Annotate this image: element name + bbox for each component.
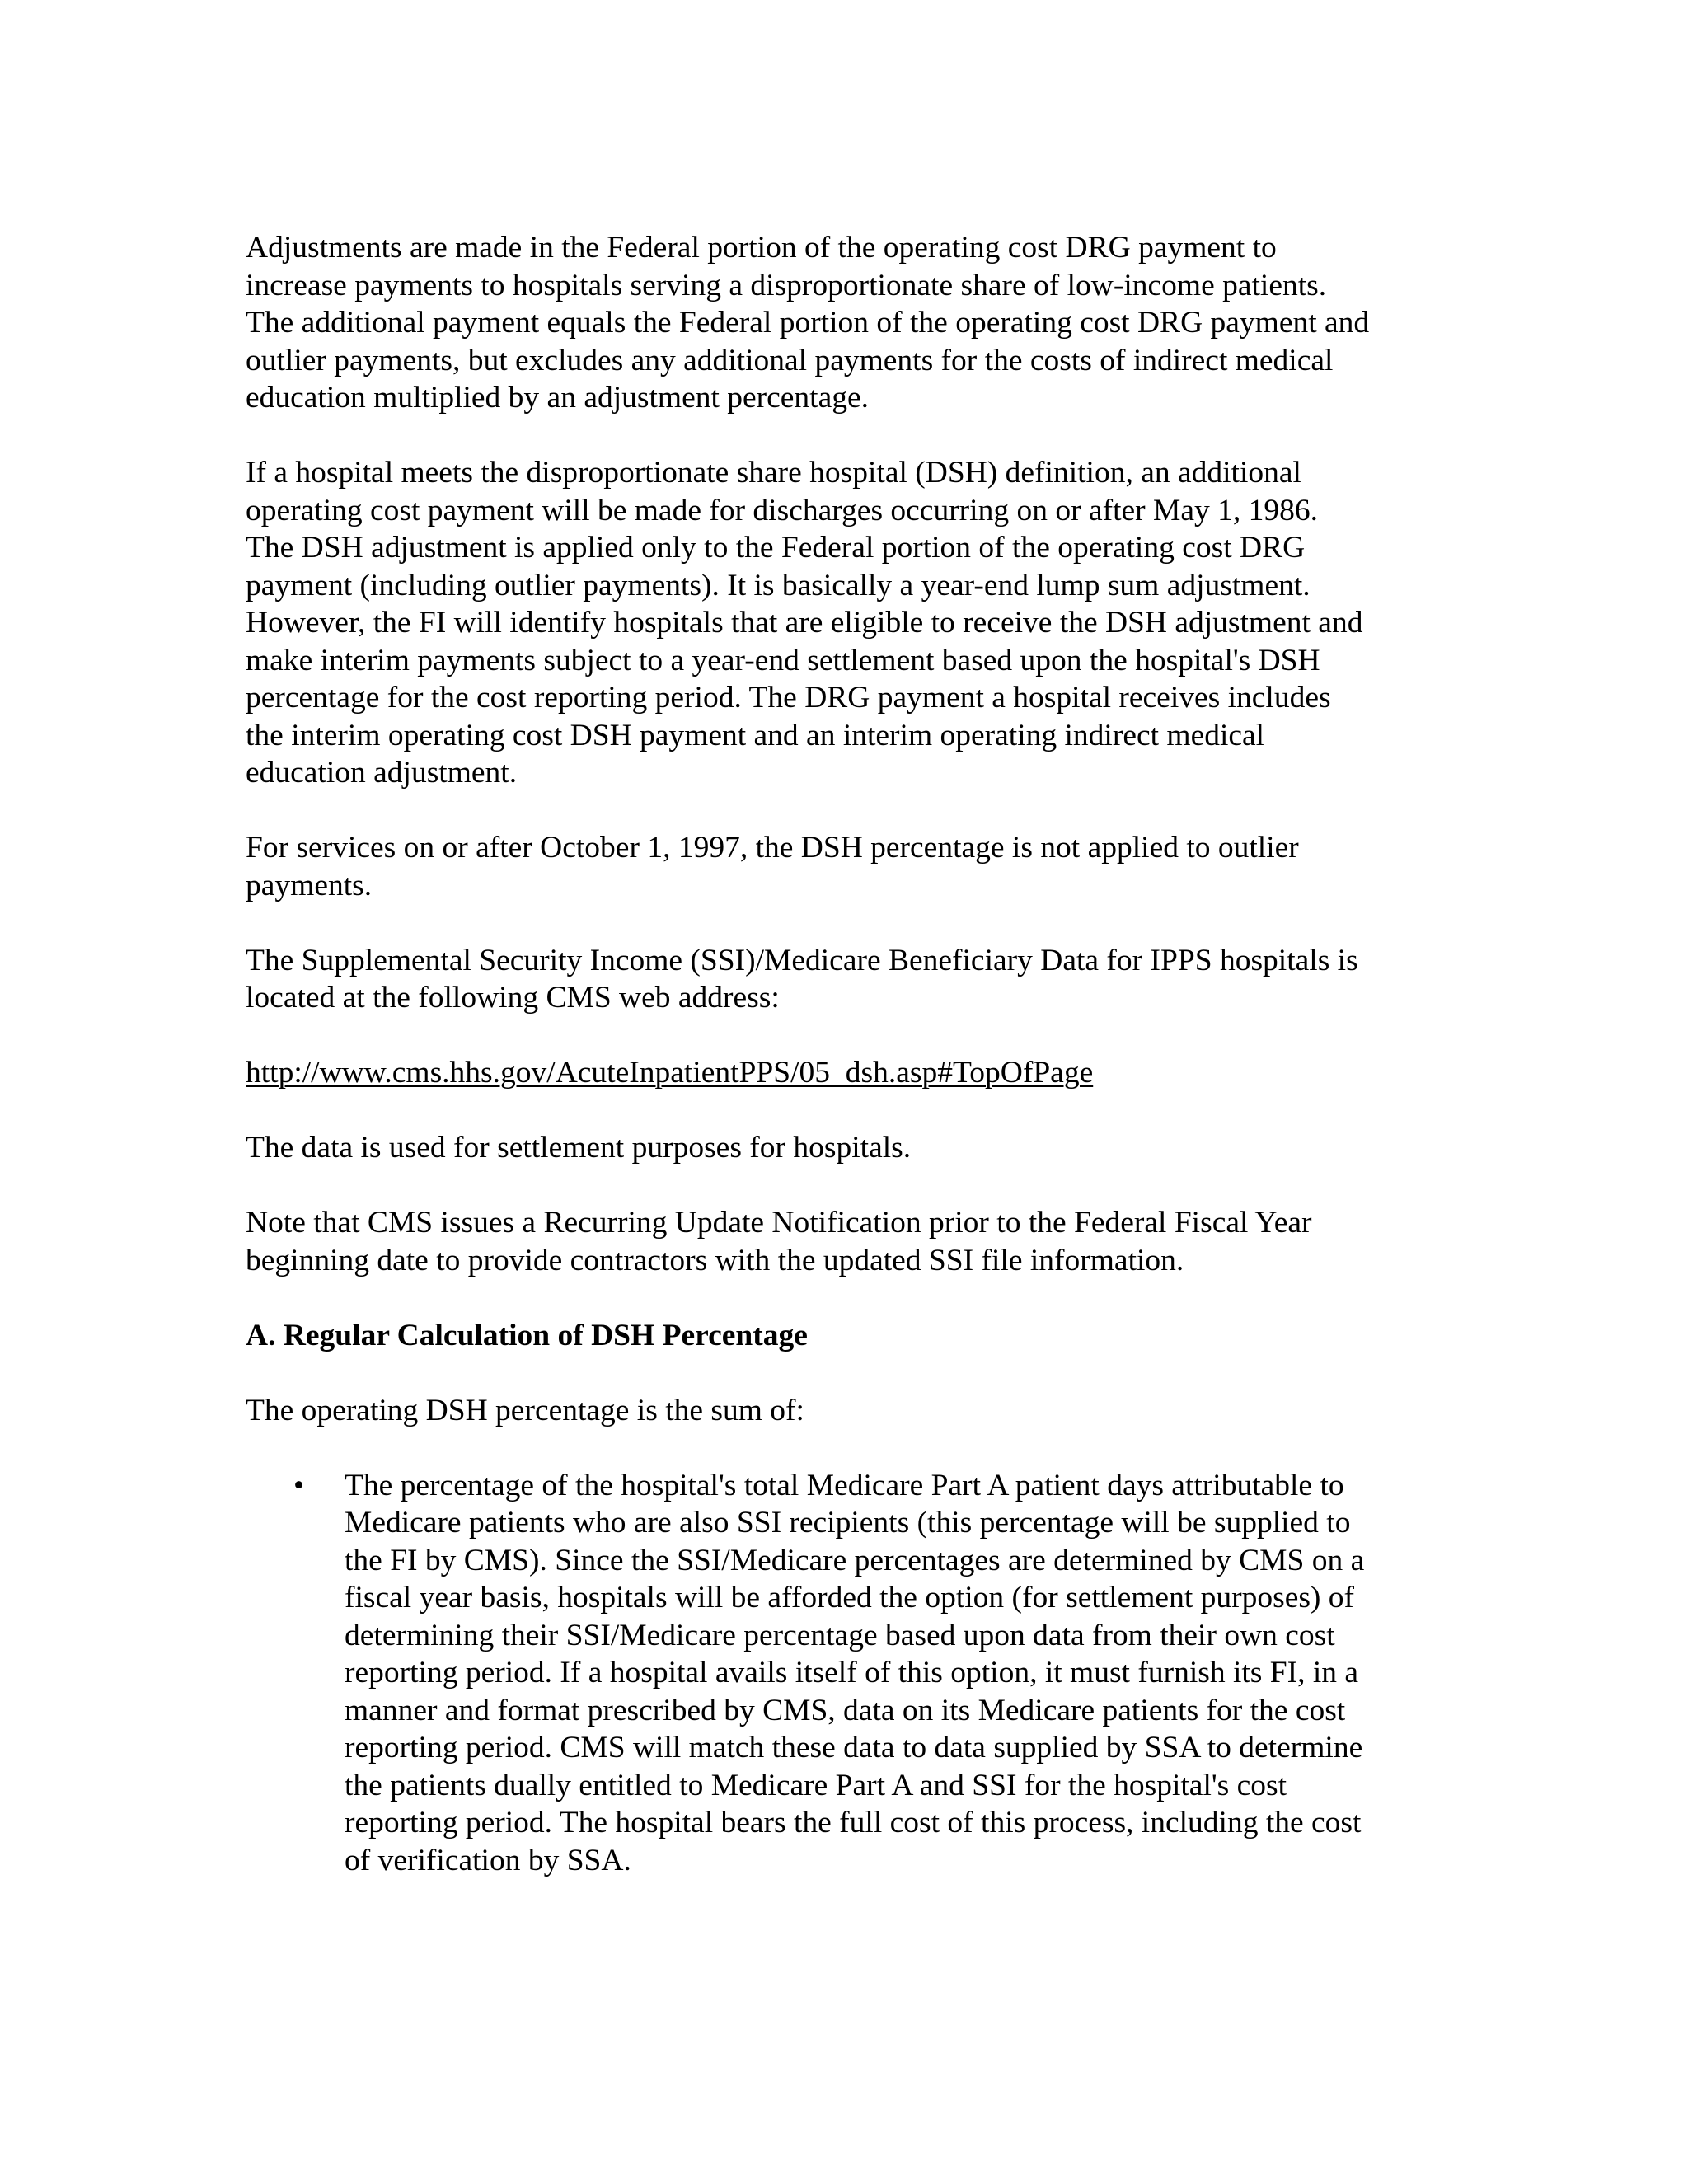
text-line: education adjustment. [246,756,518,790]
list-item [246,1467,1449,1880]
text-line: located at the following CMS web address: [246,981,780,1015]
text-line: payment (including outlier payments). It is basically a year-end lump sum adjustment. [246,568,1311,602]
text-line: The Supplemental Security Income (SSI)/Medicare Beneficiary Data for IPPS hospitals is [246,943,1358,977]
text-line: outlier payments, but excludes any additional payments for the costs of indirect medical [246,343,1334,377]
text-line: The percentage of the hospital's total Medicare Part A patient days attributable to [345,1468,1344,1502]
text-line: If a hospital meets the disproportionate share hospital (DSH) definition, an additional [246,456,1301,490]
text-line: make interim payments subject to a year-end settlement based upon the hospital's DSH [246,643,1320,677]
paragraph-ssi-data-location [246,942,1449,1017]
text-line: The DSH adjustment is applied only to the Federal portion of the operating cost DRG [246,531,1306,565]
paragraph-recurring-update-note [246,1204,1449,1279]
text-line: payments. [246,868,373,902]
bullet-text [345,1467,1449,1880]
text-line: Medicare patients who are also SSI recipients (this percentage will be supplied to [345,1506,1351,1540]
paragraph-dsh-definition [246,454,1449,792]
text-line: The data is used for settlement purposes for hospitals. [246,1131,912,1165]
text-line: However, the FI will identify hospitals that are eligible to receive the DSH adjustment and [246,606,1363,640]
text-line: education multiplied by an adjustment percentage. [246,381,870,415]
cms-dsh-link[interactable]: http://www.cms.hhs.gov/AcuteInpatientPPS/05_dsh.asp#TopOfPage [246,1056,1094,1090]
paragraph-outlier-services [246,829,1449,904]
text-line: reporting period. If a hospital avails itself of this option, it must furnish its FI, in a [345,1656,1359,1690]
text-line: the interim operating cost DSH payment and an interim operating indirect medical [246,718,1265,752]
bullet-icon: • [293,1468,305,1502]
section-intro [246,1392,1449,1430]
text-line: the FI by CMS). Since the SSI/Medicare percentages are determined by CMS on a [345,1543,1365,1577]
document-body [246,229,1449,1879]
text-line: manner and format prescribed by CMS, data on its Medicare patients for the cost [345,1693,1346,1727]
text-line: percentage for the cost reporting period. The DRG payment a hospital receives includes [246,681,1331,715]
paragraph-dsh-adjustment-overview [246,229,1449,417]
text-line: beginning date to provide contractors with the updated SSI file information. [246,1243,1184,1277]
text-line: operating cost payment will be made for discharges occurring on or after May 1, 1986. [246,493,1319,527]
text-line: Adjustments are made in the Federal portion of the operating cost DRG payment to [246,231,1277,265]
text-line: of verification by SSA. [345,1843,631,1877]
text-line: reporting period. The hospital bears the full cost of this process, including the cost [345,1806,1362,1840]
text-line: The additional payment equals the Federal portion of the operating cost DRG payment and [246,306,1370,340]
paragraph-settlement-purpose [246,1129,1449,1167]
text-line: Note that CMS issues a Recurring Update Notification prior to the Federal Fiscal Year [246,1206,1312,1240]
text-line: reporting period. CMS will match these data to data supplied by SSA to determine [345,1731,1363,1765]
text-line: the patients dually entitled to Medicare Part A and SSI for the hospital's cost [345,1768,1287,1802]
paragraph-cms-link [246,1054,1449,1092]
text-line: increase payments to hospitals serving a disproportionate share of low-income patients. [246,268,1327,302]
section-heading: A. Regular Calculation of DSH Percentage [246,1318,808,1352]
text-line: The operating DSH percentage is the sum of: [246,1393,804,1427]
text-line: determining their SSI/Medicare percentage based upon data from their own cost [345,1618,1335,1652]
text-line: For services on or after October 1, 1997, the DSH percentage is not applied to outlier [246,831,1299,865]
bullet-list [246,1467,1449,1880]
text-line: fiscal year basis, hospitals will be afforded the option (for settlement purposes) of [345,1581,1355,1615]
